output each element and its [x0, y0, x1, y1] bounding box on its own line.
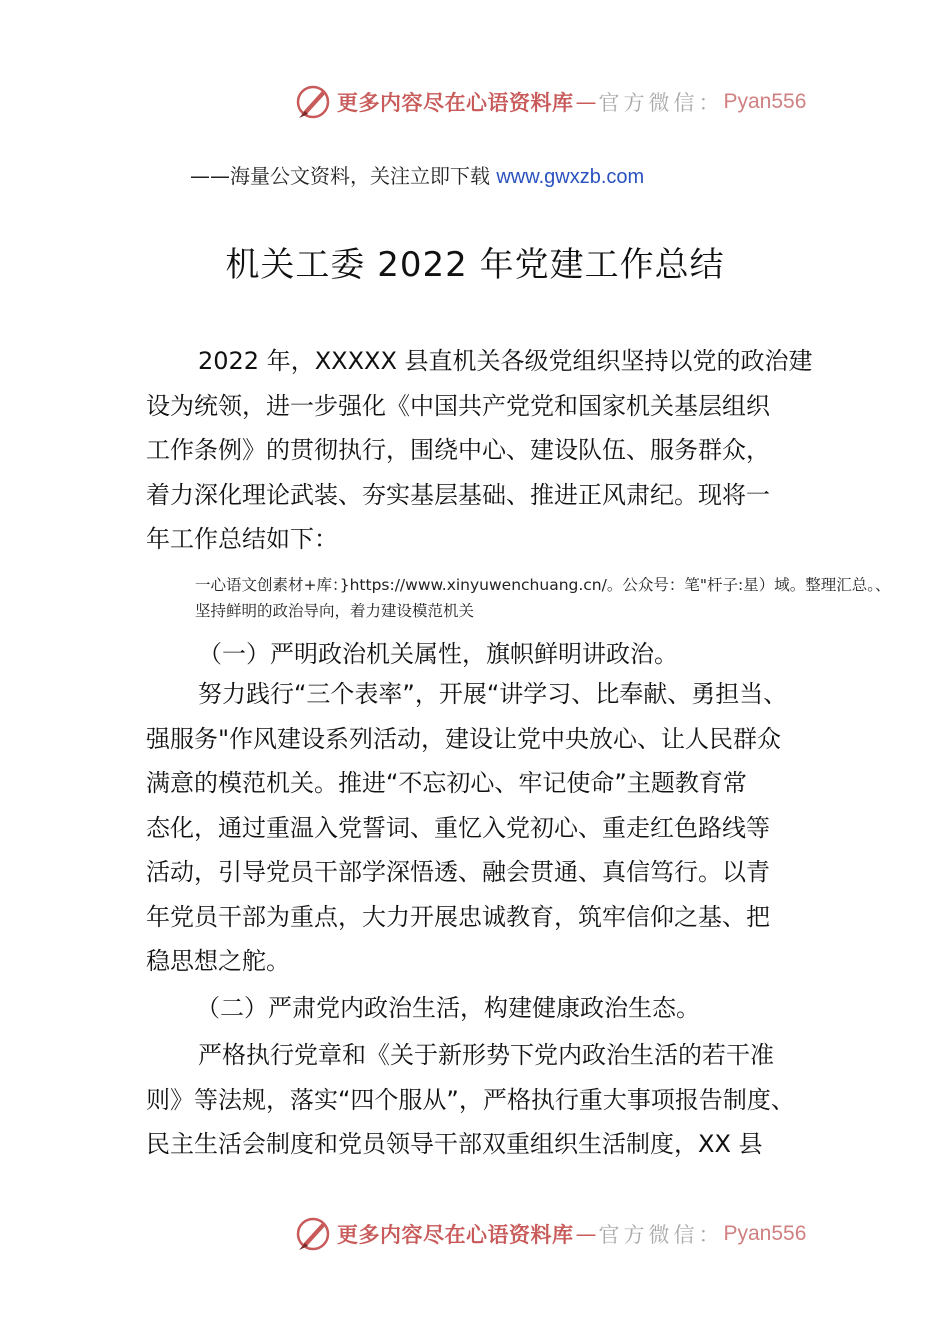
banner-dash: —: [575, 1222, 597, 1246]
banner-wechat-label: 官方微信：: [598, 91, 724, 115]
section-heading-1: （一）严明政治机关属性，旗帜鲜明讲政治。: [198, 640, 678, 668]
footer-banner: [293, 1212, 853, 1256]
paragraph-line: 强服务"作风建设系列活动，建设让党中央放心、让人民群众: [146, 724, 782, 753]
banner-title: 更多内容尽在心语资料库: [337, 90, 574, 115]
banner-wechat-id: Pyan556: [723, 1222, 807, 1245]
banner-wechat-id: Pyan556: [723, 90, 807, 113]
document-title: 机关工委 2022 年党建工作总结: [225, 245, 725, 285]
note-line: 一心语文创素材+库：}https://www.xinyuwenchuang.cn/。公众号：笔"杆子:星）域。整理汇总。、: [195, 576, 891, 594]
paragraph-line: 年党员干部为重点，大力开展忠诚教育，筑牢信仰之基、把: [146, 902, 770, 931]
source-note: [195, 572, 950, 624]
subhead-site-link[interactable]: www.gwxzb.com: [496, 166, 645, 188]
paragraph-section-1: [146, 672, 866, 984]
paragraph-line: 则》等法规，落实“四个服从”，严格执行重大事项报告制度、: [146, 1085, 795, 1114]
paragraph-line: 活动，引导党员干部学深悟透、融会贯通、真信笃行。以青: [146, 858, 770, 886]
paragraph-line: 满意的模范机关。推进“不忘初心、牢记使命”主题教育常: [146, 769, 747, 797]
paragraph-line: 工作条例》的贯彻执行，围绕中心、建设队伍、服务群众，: [146, 436, 770, 464]
paragraph-line: 设为统领，进一步强化《中国共产党党和国家机关基层组织: [146, 391, 770, 420]
paragraph-section-2: [146, 1033, 866, 1167]
paragraph-line: 民主生活会制度和党员领导干部双重组织生活制度，XX 县: [146, 1130, 763, 1158]
paragraph-line: 态化，通过重温入党誓词、重忆入党初心、重走红色路线等: [146, 813, 770, 842]
subhead-prefix: ——海量公文资料，关注立即下载: [190, 164, 497, 188]
header-banner: [293, 80, 853, 124]
paragraph-line: 着力深化理论武装、夯实基层基础、推进正风肃纪。现将一: [146, 480, 770, 509]
paragraph-line: 稳思想之舵。: [146, 947, 290, 975]
paragraph-line: 严格执行党章和《关于新形势下党内政治生活的若干准: [198, 1041, 774, 1069]
pen-logo-icon: [293, 1214, 333, 1254]
banner-dash: —: [575, 90, 597, 114]
note-line: 坚持鲜明的政治导向，着力建设模范机关: [195, 602, 475, 620]
banner-wechat-label: 官方微信：: [598, 1223, 724, 1247]
paragraph-intro: [146, 339, 866, 562]
pen-logo-icon: [293, 82, 333, 122]
paragraph-line: 年工作总结如下：: [146, 525, 338, 553]
paragraph-line: 2022 年，XXXXX 县直机关各级党组织坚持以党的政治建: [198, 347, 813, 375]
paragraph-line: 努力践行“三个表率”，开展“讲学习、比奉献、勇担当、: [198, 680, 788, 708]
section-heading-2: （二）严肃党内政治生活，构建健康政治生态。: [196, 994, 700, 1022]
banner-title: 更多内容尽在心语资料库: [337, 1222, 574, 1247]
subhead: [190, 160, 644, 189]
